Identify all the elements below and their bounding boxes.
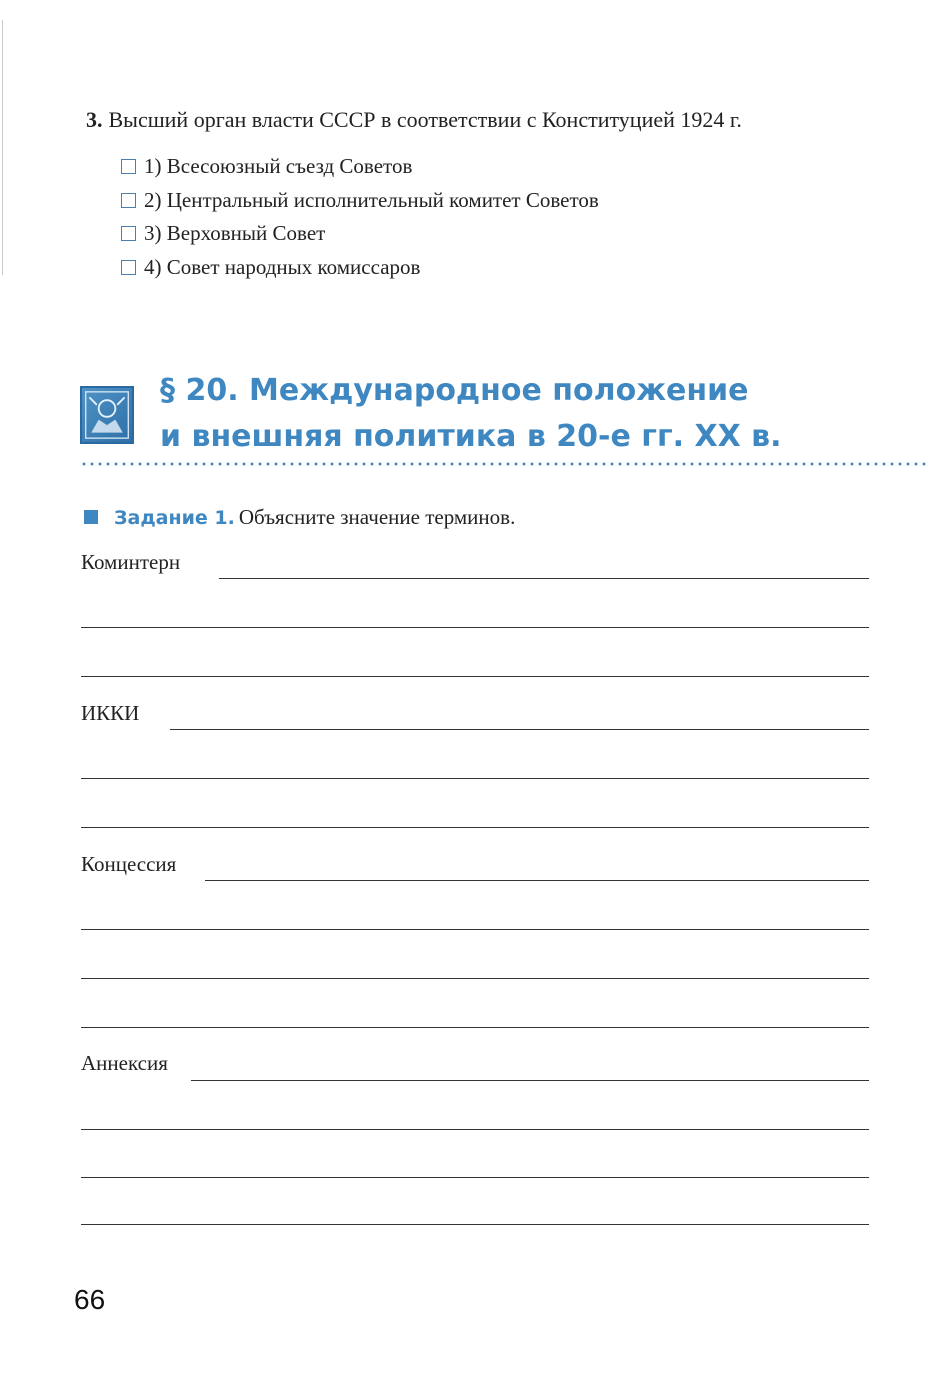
checkbox[interactable] — [121, 193, 136, 208]
answer-line[interactable] — [219, 578, 869, 579]
section-emblem-icon — [80, 386, 134, 444]
checkbox[interactable] — [121, 226, 136, 241]
option-label: 3) Верховный Совет — [144, 221, 326, 245]
section-title — [160, 368, 782, 460]
task-1 — [84, 505, 515, 530]
answer-options — [121, 150, 886, 284]
section-title-line-1: § 20. Международное положение — [160, 373, 749, 408]
checkbox[interactable] — [121, 159, 136, 174]
option-label: 1) Всесоюзный съезд Советов — [144, 154, 413, 178]
answer-line[interactable] — [81, 1177, 869, 1178]
question-number: 3. — [86, 107, 103, 132]
answer-option[interactable] — [121, 251, 886, 285]
option-label: 4) Совет народных комиссаров — [144, 254, 421, 279]
answer-line[interactable] — [170, 729, 869, 730]
dotted-divider — [80, 462, 930, 466]
term-label: Коминтерн — [81, 550, 181, 574]
answer-option[interactable] — [121, 150, 886, 184]
answer-line[interactable] — [191, 1080, 869, 1081]
section-title-line-2: и внешняя политика в 20-е гг. XX в. — [160, 419, 782, 454]
question-text: Высший орган власти СССР в соответствии с Конституцией 1924 г. — [108, 107, 742, 132]
answer-option[interactable] — [121, 184, 886, 218]
term-label: Аннексия — [81, 1051, 168, 1075]
page-margin-line — [2, 20, 3, 275]
answer-line[interactable] — [81, 676, 869, 677]
question-3-title — [86, 104, 886, 136]
answer-line[interactable] — [81, 929, 869, 930]
checkbox[interactable] — [121, 260, 136, 275]
answer-line[interactable] — [205, 880, 869, 881]
task-marker-icon — [84, 510, 98, 524]
term-label: Концессия — [81, 852, 177, 876]
answer-option[interactable] — [121, 217, 886, 251]
answer-line[interactable] — [81, 827, 869, 828]
answer-line[interactable] — [81, 627, 869, 628]
answer-line[interactable] — [81, 978, 869, 979]
task-text: Объясните значение терминов. — [238, 505, 516, 529]
task-label: Задание 1. — [114, 507, 235, 529]
option-label: 2) Центральный исполнительный комитет Советов — [144, 187, 599, 212]
page-number: 66 — [74, 1284, 106, 1315]
term-label: ИККИ — [81, 701, 140, 725]
answer-line[interactable] — [81, 778, 869, 779]
answer-line[interactable] — [81, 1129, 869, 1130]
answer-line[interactable] — [81, 1027, 869, 1028]
answer-line[interactable] — [81, 1224, 869, 1225]
question-3 — [86, 104, 886, 284]
